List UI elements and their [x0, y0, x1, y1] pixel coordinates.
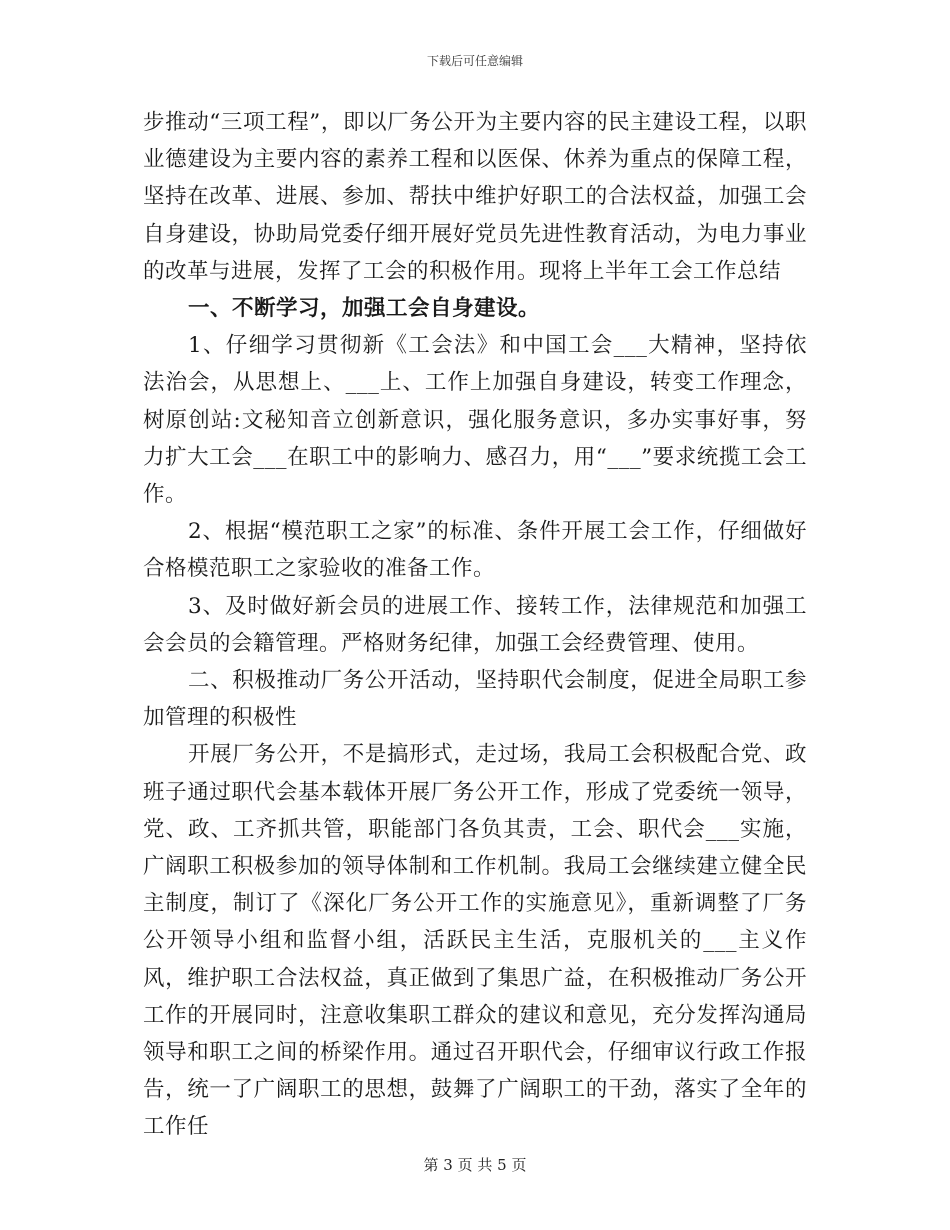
body-paragraph-item-3: 3、及时做好新会员的进展工作、接转工作，法律规范和加强工会会员的会籍管理。严格财务纪律，加强工会经费管理、使用。 — [143, 593, 807, 656]
page-number-footer: 第 3 页 共 5 页 — [423, 1156, 527, 1174]
document-body — [143, 104, 807, 1146]
section-heading-2: 二、积极推动厂务公开活动，坚持职代会制度，促进全局职工参加管理的积极性 — [143, 668, 807, 731]
body-paragraph-item-2: 2、根据“模范职工之家”的标准、条件开展工会工作，仔细做好合格模范职工之家验收的准备工作。 — [143, 519, 807, 582]
body-paragraph-section-2: 开展厂务公开，不是搞形式，走过场，我局工会积极配合党、政班子通过职代会基本载体开展厂务公开工作，形成了党委统一领导，党、政、工齐抓共管，职能部门各负其责，工会、职代会___实施，广阔职工积极参加的领导体制和工作机制。我局工会继续建立健全民主制度，制订了《深化厂务公开工作的实施意见》，重新调整了厂务公开领导小组和监督小组，活跃民主生活，克服机关的___主义作风，维护职工合法权益，真正做到了集思广益，在积极推动厂务公开工作的开展同时，注意收集职工群众的建议和意见，充分发挥沟通局领导和职工之间的桥梁作用。通过召开职代会，仔细审议行政工作报告，统一了广阔职工的思想，鼓舞了广阔职工的干劲，落实了全年的工作任 — [143, 742, 807, 1140]
section-heading-1: 一、不断学习，加强工会自身建设。 — [188, 296, 541, 322]
page-header-note: 下载后可任意编辑 — [426, 54, 523, 68]
body-paragraph-item-1: 1、仔细学习贯彻新《工会法》和中国工会___大精神，坚持依法治会，从思想上、___上、工作上加强自身建设，转变工作理念，树原创站:文秘知音立创新意识，强化服务意识，多办实事好事，努力扩大工会___在职工中的影响力、感召力，用“___”要求统揽工会工作。 — [143, 333, 807, 508]
body-paragraph-continuation: 步推动“三项工程”，即以厂务公开为主要内容的民主建设工程，以职业德建设为主要内容的素养工程和以医保、休养为重点的保障工程，坚持在改革、进展、参加、帮扶中维护好职工的合法权益，加强工会自身建设，协助局党委仔细开展好党员先进性教育活动，为电力事业的改革与进展，发挥了工会的积极作用。现将上半年工会工作总结 — [143, 110, 807, 284]
